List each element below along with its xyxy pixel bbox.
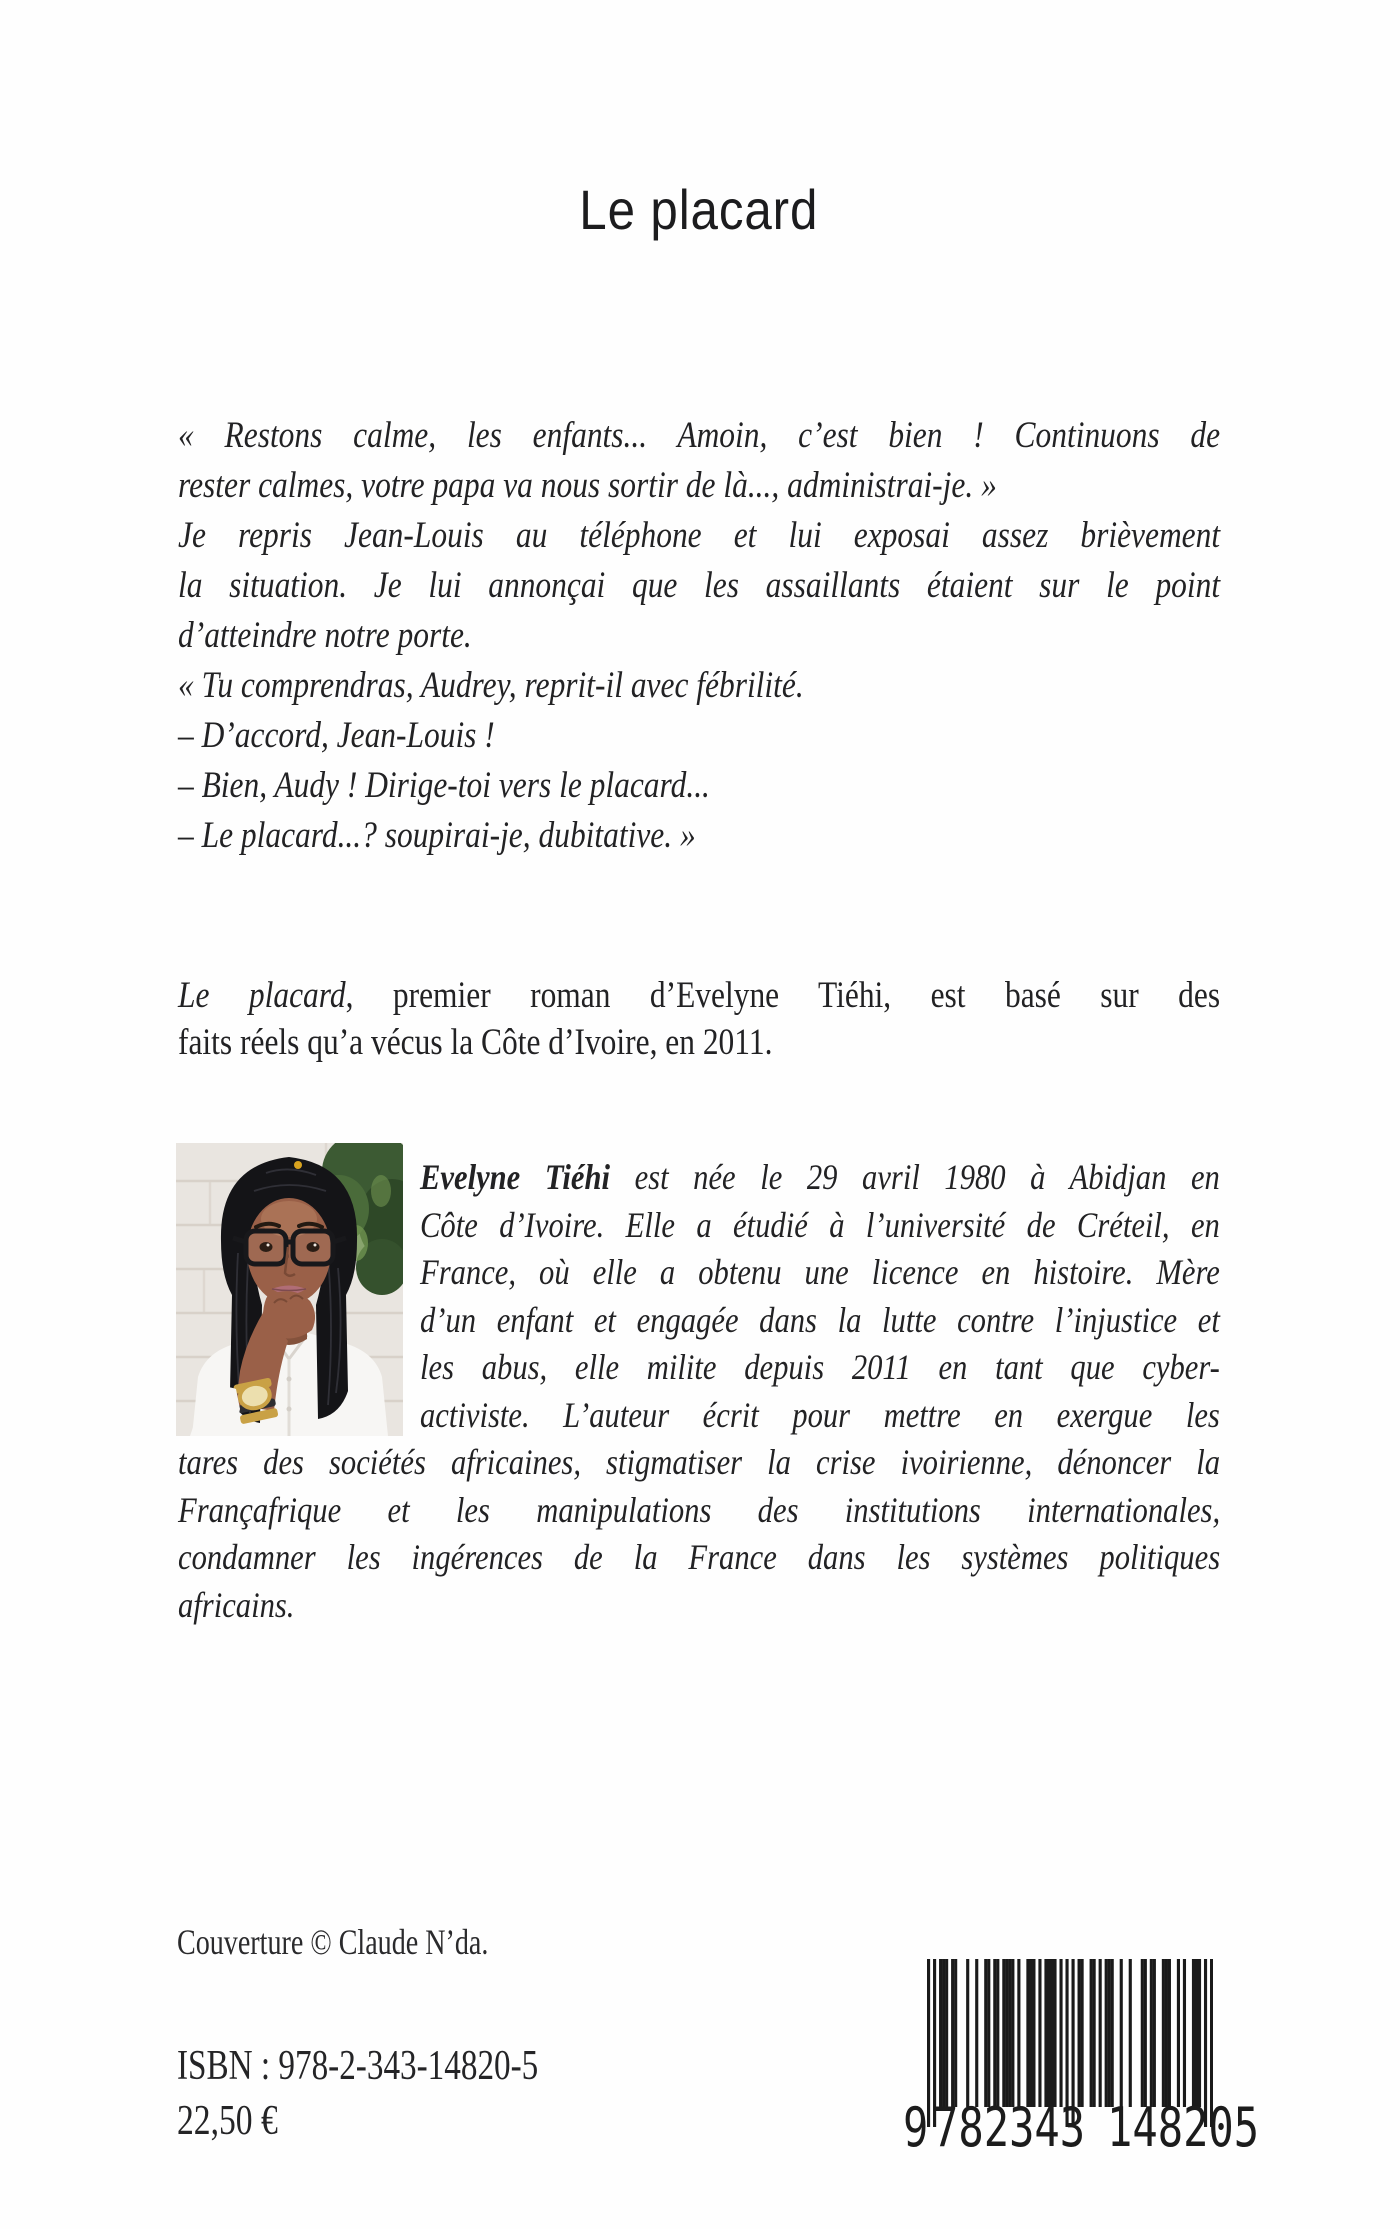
isbn: ISBN : 978-2-343-14820-5	[177, 2043, 539, 2089]
description-text: , premier roman d’Evelyne Tiéhi, est basé sur des	[345, 975, 1221, 1016]
excerpt-block	[178, 411, 1400, 861]
bio-text: est née le 29 avril 1980 à Abidjan en	[610, 1157, 1220, 1197]
barcode-digits-group1: 782343	[933, 2096, 1086, 2159]
excerpt-line: Je repris Jean-Louis au téléphone et lui exposai assez brièvement	[178, 515, 1221, 556]
bio-line: d’un enfant et engagée dans la lutte contre l’injustice et	[420, 1299, 1220, 1340]
bio-line: condamner les ingérences de la France dans les systèmes politiques	[178, 1537, 1221, 1577]
barcode-digit-left: 9	[903, 2096, 929, 2159]
author-bio-block	[178, 1154, 1400, 1629]
description-block	[178, 972, 1400, 1066]
bio-line: les abus, elle milite depuis 2011 en tant que cyber-	[420, 1347, 1220, 1387]
description-line: faits réels qu’a vécus la Côte d’Ivoire, en 2011.	[178, 1022, 773, 1063]
excerpt-line: « Tu comprendras, Audrey, reprit-il avec fébrilité.	[178, 665, 804, 706]
cover-credit: Couverture © Claude N’da.	[177, 1922, 489, 1962]
bio-line: Côte d’Ivoire. Elle a étudié à l’université de Créteil, en	[420, 1204, 1220, 1245]
excerpt-line: – Bien, Audy ! Dirige-toi vers le placard...	[178, 765, 710, 806]
bio-line: France, où elle a obtenu une licence en histoire. Mère	[420, 1252, 1220, 1292]
excerpt-line: rester calmes, votre papa va nous sortir de là..., administrai-je. »	[178, 465, 997, 506]
excerpt-line: d’atteindre notre porte.	[178, 615, 472, 656]
author-name: Evelyne Tiéhi	[420, 1157, 611, 1197]
price: 22,50 €	[177, 2098, 278, 2144]
bio-line: africains.	[178, 1584, 295, 1625]
bio-line: activiste. L’auteur écrit pour mettre en exergue les	[420, 1394, 1220, 1435]
book-title	[178, 180, 1220, 240]
bio-line	[420, 1154, 1220, 1202]
excerpt-line: – Le placard...? soupirai-je, dubitative. »	[178, 815, 696, 856]
book-title-text: Le placard	[579, 178, 819, 241]
barcode	[900, 1959, 1260, 2169]
description-line	[178, 972, 1220, 1019]
excerpt-line: – D’accord, Jean-Louis !	[178, 715, 495, 756]
description-book-title: Le placard	[178, 975, 346, 1016]
excerpt-line: la situation. Je lui annonçai que les assaillants étaient sur le point	[178, 565, 1221, 606]
excerpt-line: « Restons calme, les enfants... Amoin, c’est bien ! Continuons de	[178, 415, 1221, 456]
barcode-digits-group2: 148205	[1107, 2096, 1260, 2159]
bio-line: tares des sociétés africaines, stigmatiser la crise ivoirienne, dénoncer la	[178, 1442, 1221, 1482]
bio-line: Françafrique et les manipulations des institutions internationales,	[178, 1489, 1221, 1530]
